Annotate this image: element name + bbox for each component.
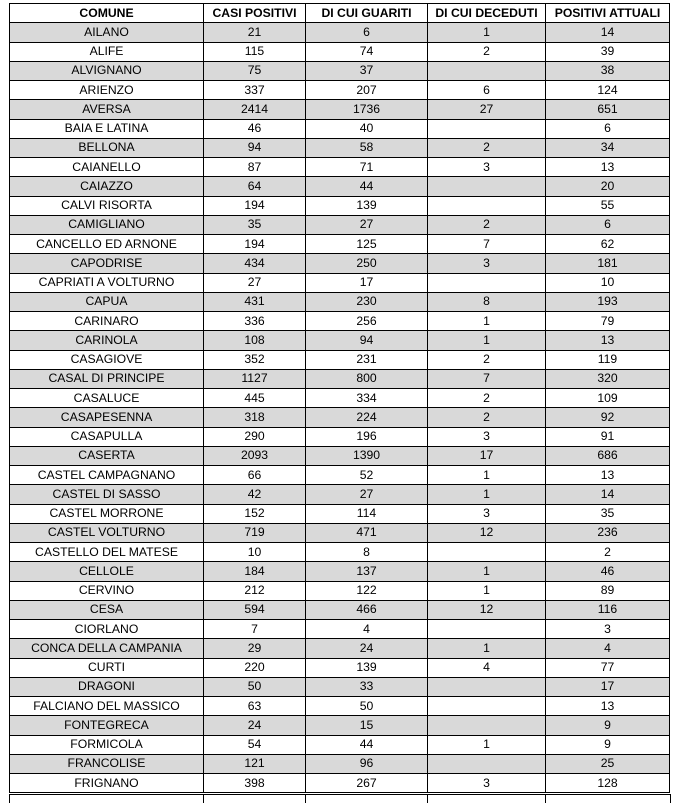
table-row bbox=[10, 543, 670, 562]
cell-guariti: 8 bbox=[306, 543, 428, 562]
cell-casi-positivi: 63 bbox=[204, 697, 306, 716]
cell-casi-positivi: 445 bbox=[204, 389, 306, 408]
cell-deceduti: 12 bbox=[428, 600, 546, 619]
cell-deceduti: 3 bbox=[428, 504, 546, 523]
cell-positivi-attuali: 13 bbox=[546, 331, 670, 350]
cell-comune: CAPUA bbox=[10, 292, 204, 311]
cell-deceduti: 1 bbox=[428, 331, 546, 350]
cell-positivi-attuali: 39 bbox=[546, 42, 670, 61]
cell-casi-positivi: 42 bbox=[204, 485, 306, 504]
cell-casi-positivi: 184 bbox=[204, 562, 306, 581]
cell-guariti: 33 bbox=[306, 677, 428, 696]
cell-deceduti bbox=[428, 61, 546, 80]
cell-comune: CASTELLO DEL MATESE bbox=[10, 543, 204, 562]
table-row bbox=[10, 639, 670, 658]
cell-positivi-attuali: 79 bbox=[546, 312, 670, 331]
table-row bbox=[10, 292, 670, 311]
cell-casi-positivi: 64 bbox=[204, 177, 306, 196]
cell-guariti: 267 bbox=[306, 774, 428, 793]
cell-comune: CASALUCE bbox=[10, 389, 204, 408]
cell-casi-positivi: 21 bbox=[204, 23, 306, 42]
cell-casi-positivi: 94 bbox=[204, 138, 306, 157]
cell-deceduti bbox=[428, 754, 546, 773]
cell-positivi-attuali: 10 bbox=[546, 273, 670, 292]
cell-deceduti: 4 bbox=[428, 658, 546, 677]
cell-casi-positivi: 719 bbox=[204, 523, 306, 542]
cell-casi-positivi: 87 bbox=[204, 158, 306, 177]
cell-positivi-attuali: 193 bbox=[546, 292, 670, 311]
cell-positivi-attuali: 128 bbox=[546, 774, 670, 793]
cell-positivi-attuali: 62 bbox=[546, 235, 670, 254]
cell-deceduti: 1 bbox=[428, 485, 546, 504]
cell-guariti: 74 bbox=[306, 42, 428, 61]
cell-comune: CASAGIOVE bbox=[10, 350, 204, 369]
header-guariti: DI CUI GUARITI bbox=[306, 4, 428, 23]
cell-casi-positivi: 336 bbox=[204, 312, 306, 331]
cell-positivi-attuali: 35 bbox=[546, 504, 670, 523]
table-row bbox=[10, 138, 670, 157]
cell-comune: FRIGNANO bbox=[10, 774, 204, 793]
table-row bbox=[10, 350, 670, 369]
cell-positivi-attuali: 651 bbox=[546, 100, 670, 119]
cell-deceduti bbox=[428, 620, 546, 639]
cell-casi-positivi: 431 bbox=[204, 292, 306, 311]
cell-casi-positivi: 54 bbox=[204, 735, 306, 754]
cell-positivi-attuali: 119 bbox=[546, 350, 670, 369]
cell-comune: CARINOLA bbox=[10, 331, 204, 350]
cell-casi-positivi: 10 bbox=[204, 543, 306, 562]
cell-comune: AVERSA bbox=[10, 100, 204, 119]
table-row bbox=[10, 716, 670, 735]
cell-guariti: 471 bbox=[306, 523, 428, 542]
cell-comune: CASAPULLA bbox=[10, 427, 204, 446]
cell-guariti: 231 bbox=[306, 350, 428, 369]
covid-cases-table bbox=[9, 3, 670, 793]
table-row bbox=[10, 658, 670, 677]
cell-deceduti bbox=[428, 119, 546, 138]
cell-guariti: 27 bbox=[306, 215, 428, 234]
cell-casi-positivi: 75 bbox=[204, 61, 306, 80]
cell-casi-positivi: 290 bbox=[204, 427, 306, 446]
cell-casi-positivi: 194 bbox=[204, 235, 306, 254]
cell-guariti: 15 bbox=[306, 716, 428, 735]
cell-comune: BELLONA bbox=[10, 138, 204, 157]
cell-casi-positivi: 1127 bbox=[204, 369, 306, 388]
cell-positivi-attuali: 13 bbox=[546, 697, 670, 716]
cell-positivi-attuali: 2 bbox=[546, 543, 670, 562]
cell-positivi-attuali: 236 bbox=[546, 523, 670, 542]
cell-deceduti: 1 bbox=[428, 581, 546, 600]
cell-casi-positivi: 108 bbox=[204, 331, 306, 350]
cell-comune: CAMIGLIANO bbox=[10, 215, 204, 234]
table-row bbox=[10, 23, 670, 42]
cell-guariti: 24 bbox=[306, 639, 428, 658]
cell-guariti: 122 bbox=[306, 581, 428, 600]
table-row bbox=[10, 369, 670, 388]
cell-casi-positivi: 212 bbox=[204, 581, 306, 600]
cell-comune: CERVINO bbox=[10, 581, 204, 600]
cell-casi-positivi: 2414 bbox=[204, 100, 306, 119]
cell-comune: CIORLANO bbox=[10, 620, 204, 639]
cell-comune: CASTEL CAMPAGNANO bbox=[10, 466, 204, 485]
cell-guariti: 44 bbox=[306, 735, 428, 754]
table-row bbox=[10, 754, 670, 773]
cell-casi-positivi: 7 bbox=[204, 620, 306, 639]
cell-deceduti bbox=[428, 716, 546, 735]
cell-casi-positivi: 115 bbox=[204, 42, 306, 61]
cell-deceduti: 1 bbox=[428, 639, 546, 658]
cell-comune: FONTEGRECA bbox=[10, 716, 204, 735]
table-row bbox=[10, 774, 670, 793]
cell-positivi-attuali: 181 bbox=[546, 254, 670, 273]
cell-comune: CALVI RISORTA bbox=[10, 196, 204, 215]
cell-deceduti: 1 bbox=[428, 562, 546, 581]
cell-positivi-attuali: 20 bbox=[546, 177, 670, 196]
cell-guariti: 466 bbox=[306, 600, 428, 619]
cell-casi-positivi: 50 bbox=[204, 677, 306, 696]
cell-deceduti: 1 bbox=[428, 466, 546, 485]
table-row bbox=[10, 485, 670, 504]
cell-guariti: 4 bbox=[306, 620, 428, 639]
cell-deceduti: 7 bbox=[428, 235, 546, 254]
table-row bbox=[10, 61, 670, 80]
cell-casi-positivi: 29 bbox=[204, 639, 306, 658]
cell-comune: CAIAZZO bbox=[10, 177, 204, 196]
cell-casi-positivi: 352 bbox=[204, 350, 306, 369]
cell-guariti: 17 bbox=[306, 273, 428, 292]
cell-positivi-attuali: 17 bbox=[546, 677, 670, 696]
cell-deceduti: 2 bbox=[428, 408, 546, 427]
cell-positivi-attuali: 13 bbox=[546, 158, 670, 177]
cell-deceduti bbox=[428, 273, 546, 292]
cell-positivi-attuali: 55 bbox=[546, 196, 670, 215]
cell-positivi-attuali: 109 bbox=[546, 389, 670, 408]
cell-guariti: 114 bbox=[306, 504, 428, 523]
cell-casi-positivi: 2093 bbox=[204, 446, 306, 465]
table-row bbox=[10, 158, 670, 177]
cell-comune: BAIA E LATINA bbox=[10, 119, 204, 138]
cell-deceduti: 12 bbox=[428, 523, 546, 542]
table-row bbox=[10, 677, 670, 696]
table-row bbox=[10, 446, 670, 465]
table-row bbox=[10, 100, 670, 119]
cell-comune: CESA bbox=[10, 600, 204, 619]
cell-positivi-attuali: 77 bbox=[546, 658, 670, 677]
cell-guariti: 6 bbox=[306, 23, 428, 42]
cell-comune: CASTEL DI SASSO bbox=[10, 485, 204, 504]
table-row bbox=[10, 254, 670, 273]
cell-positivi-attuali: 6 bbox=[546, 215, 670, 234]
cell-deceduti: 3 bbox=[428, 158, 546, 177]
cell-comune: CASTEL MORRONE bbox=[10, 504, 204, 523]
cell-guariti: 37 bbox=[306, 61, 428, 80]
cell-comune: CAPRIATI A VOLTURNO bbox=[10, 273, 204, 292]
cell-deceduti: 17 bbox=[428, 446, 546, 465]
cell-positivi-attuali: 686 bbox=[546, 446, 670, 465]
cell-comune: CASAL DI PRINCIPE bbox=[10, 369, 204, 388]
cell-guariti: 139 bbox=[306, 196, 428, 215]
cell-positivi-attuali: 124 bbox=[546, 81, 670, 100]
cell-comune: AILANO bbox=[10, 23, 204, 42]
cell-guariti: 58 bbox=[306, 138, 428, 157]
table-row bbox=[10, 466, 670, 485]
cell-deceduti: 27 bbox=[428, 100, 546, 119]
cell-guariti: 1736 bbox=[306, 100, 428, 119]
cell-casi-positivi: 24 bbox=[204, 716, 306, 735]
table-row bbox=[10, 215, 670, 234]
cell-guariti: 196 bbox=[306, 427, 428, 446]
cell-deceduti: 6 bbox=[428, 81, 546, 100]
cell-positivi-attuali: 25 bbox=[546, 754, 670, 773]
cell-comune: CANCELLO ED ARNONE bbox=[10, 235, 204, 254]
cell-deceduti: 3 bbox=[428, 427, 546, 446]
table-row bbox=[10, 81, 670, 100]
cell-positivi-attuali: 14 bbox=[546, 23, 670, 42]
next-row-partial bbox=[9, 794, 671, 803]
cell-guariti: 250 bbox=[306, 254, 428, 273]
cell-deceduti: 7 bbox=[428, 369, 546, 388]
cell-guariti: 96 bbox=[306, 754, 428, 773]
table-row bbox=[10, 119, 670, 138]
table-row bbox=[10, 600, 670, 619]
table-row bbox=[10, 235, 670, 254]
header-casi-positivi: CASI POSITIVI bbox=[204, 4, 306, 23]
cell-positivi-attuali: 6 bbox=[546, 119, 670, 138]
cell-casi-positivi: 318 bbox=[204, 408, 306, 427]
table-body bbox=[10, 23, 670, 793]
cell-guariti: 125 bbox=[306, 235, 428, 254]
cell-deceduti bbox=[428, 697, 546, 716]
table-row bbox=[10, 389, 670, 408]
cell-guariti: 1390 bbox=[306, 446, 428, 465]
cell-comune: CURTI bbox=[10, 658, 204, 677]
cell-guariti: 207 bbox=[306, 81, 428, 100]
cell-guariti: 52 bbox=[306, 466, 428, 485]
table-row bbox=[10, 196, 670, 215]
cell-deceduti: 2 bbox=[428, 42, 546, 61]
table-row bbox=[10, 581, 670, 600]
cell-casi-positivi: 594 bbox=[204, 600, 306, 619]
cell-positivi-attuali: 92 bbox=[546, 408, 670, 427]
cell-deceduti bbox=[428, 677, 546, 696]
cell-deceduti: 1 bbox=[428, 23, 546, 42]
cell-comune: FORMICOLA bbox=[10, 735, 204, 754]
cell-comune: ALVIGNANO bbox=[10, 61, 204, 80]
cell-comune: FRANCOLISE bbox=[10, 754, 204, 773]
cell-guariti: 224 bbox=[306, 408, 428, 427]
cell-comune: FALCIANO DEL MASSICO bbox=[10, 697, 204, 716]
table-row bbox=[10, 620, 670, 639]
cell-deceduti: 1 bbox=[428, 312, 546, 331]
cell-positivi-attuali: 13 bbox=[546, 466, 670, 485]
cell-deceduti: 2 bbox=[428, 350, 546, 369]
cell-deceduti: 8 bbox=[428, 292, 546, 311]
cell-comune: ARIENZO bbox=[10, 81, 204, 100]
table-row bbox=[10, 331, 670, 350]
table-row bbox=[10, 273, 670, 292]
cell-deceduti: 2 bbox=[428, 138, 546, 157]
table-row bbox=[10, 408, 670, 427]
cell-guariti: 40 bbox=[306, 119, 428, 138]
cell-casi-positivi: 121 bbox=[204, 754, 306, 773]
cell-guariti: 94 bbox=[306, 331, 428, 350]
cell-comune: CELLOLE bbox=[10, 562, 204, 581]
cell-casi-positivi: 220 bbox=[204, 658, 306, 677]
cell-guariti: 50 bbox=[306, 697, 428, 716]
cell-deceduti bbox=[428, 196, 546, 215]
table-row bbox=[10, 42, 670, 61]
cell-casi-positivi: 46 bbox=[204, 119, 306, 138]
cell-guariti: 256 bbox=[306, 312, 428, 331]
cell-guariti: 800 bbox=[306, 369, 428, 388]
cell-comune: CONCA DELLA CAMPANIA bbox=[10, 639, 204, 658]
cell-guariti: 334 bbox=[306, 389, 428, 408]
cell-casi-positivi: 152 bbox=[204, 504, 306, 523]
cell-deceduti bbox=[428, 543, 546, 562]
cell-casi-positivi: 27 bbox=[204, 273, 306, 292]
cell-comune: DRAGONI bbox=[10, 677, 204, 696]
cell-comune: CASERTA bbox=[10, 446, 204, 465]
cell-positivi-attuali: 91 bbox=[546, 427, 670, 446]
cell-comune: CAPODRISE bbox=[10, 254, 204, 273]
header-deceduti: DI CUI DECEDUTI bbox=[428, 4, 546, 23]
cell-positivi-attuali: 3 bbox=[546, 620, 670, 639]
header-positivi-attuali: POSITIVI ATTUALI bbox=[546, 4, 670, 23]
cell-comune: ALIFE bbox=[10, 42, 204, 61]
cell-positivi-attuali: 4 bbox=[546, 639, 670, 658]
cell-guariti: 27 bbox=[306, 485, 428, 504]
cell-deceduti: 3 bbox=[428, 254, 546, 273]
table-row bbox=[10, 523, 670, 542]
cell-positivi-attuali: 9 bbox=[546, 735, 670, 754]
cell-casi-positivi: 194 bbox=[204, 196, 306, 215]
cell-positivi-attuali: 14 bbox=[546, 485, 670, 504]
cell-positivi-attuali: 38 bbox=[546, 61, 670, 80]
cell-deceduti bbox=[428, 177, 546, 196]
header-comune: COMUNE bbox=[10, 4, 204, 23]
cell-casi-positivi: 66 bbox=[204, 466, 306, 485]
header-row bbox=[10, 4, 670, 23]
cell-guariti: 44 bbox=[306, 177, 428, 196]
table-row bbox=[10, 427, 670, 446]
table-row bbox=[10, 697, 670, 716]
cell-deceduti: 2 bbox=[428, 389, 546, 408]
cell-positivi-attuali: 116 bbox=[546, 600, 670, 619]
cell-positivi-attuali: 89 bbox=[546, 581, 670, 600]
cell-comune: CARINARO bbox=[10, 312, 204, 331]
cell-guariti: 71 bbox=[306, 158, 428, 177]
cell-deceduti: 3 bbox=[428, 774, 546, 793]
table-row bbox=[10, 735, 670, 754]
cell-guariti: 230 bbox=[306, 292, 428, 311]
cell-casi-positivi: 337 bbox=[204, 81, 306, 100]
cell-deceduti: 1 bbox=[428, 735, 546, 754]
cell-comune: CAIANELLO bbox=[10, 158, 204, 177]
cell-casi-positivi: 434 bbox=[204, 254, 306, 273]
cell-positivi-attuali: 320 bbox=[546, 369, 670, 388]
cell-comune: CASTEL VOLTURNO bbox=[10, 523, 204, 542]
table-row bbox=[10, 504, 670, 523]
cell-casi-positivi: 398 bbox=[204, 774, 306, 793]
cell-guariti: 139 bbox=[306, 658, 428, 677]
table-row bbox=[10, 312, 670, 331]
cell-deceduti: 2 bbox=[428, 215, 546, 234]
cell-positivi-attuali: 9 bbox=[546, 716, 670, 735]
cell-casi-positivi: 35 bbox=[204, 215, 306, 234]
cell-guariti: 137 bbox=[306, 562, 428, 581]
cell-comune: CASAPESENNA bbox=[10, 408, 204, 427]
cell-positivi-attuali: 34 bbox=[546, 138, 670, 157]
table-row bbox=[10, 562, 670, 581]
cell-positivi-attuali: 46 bbox=[546, 562, 670, 581]
table-row bbox=[10, 177, 670, 196]
